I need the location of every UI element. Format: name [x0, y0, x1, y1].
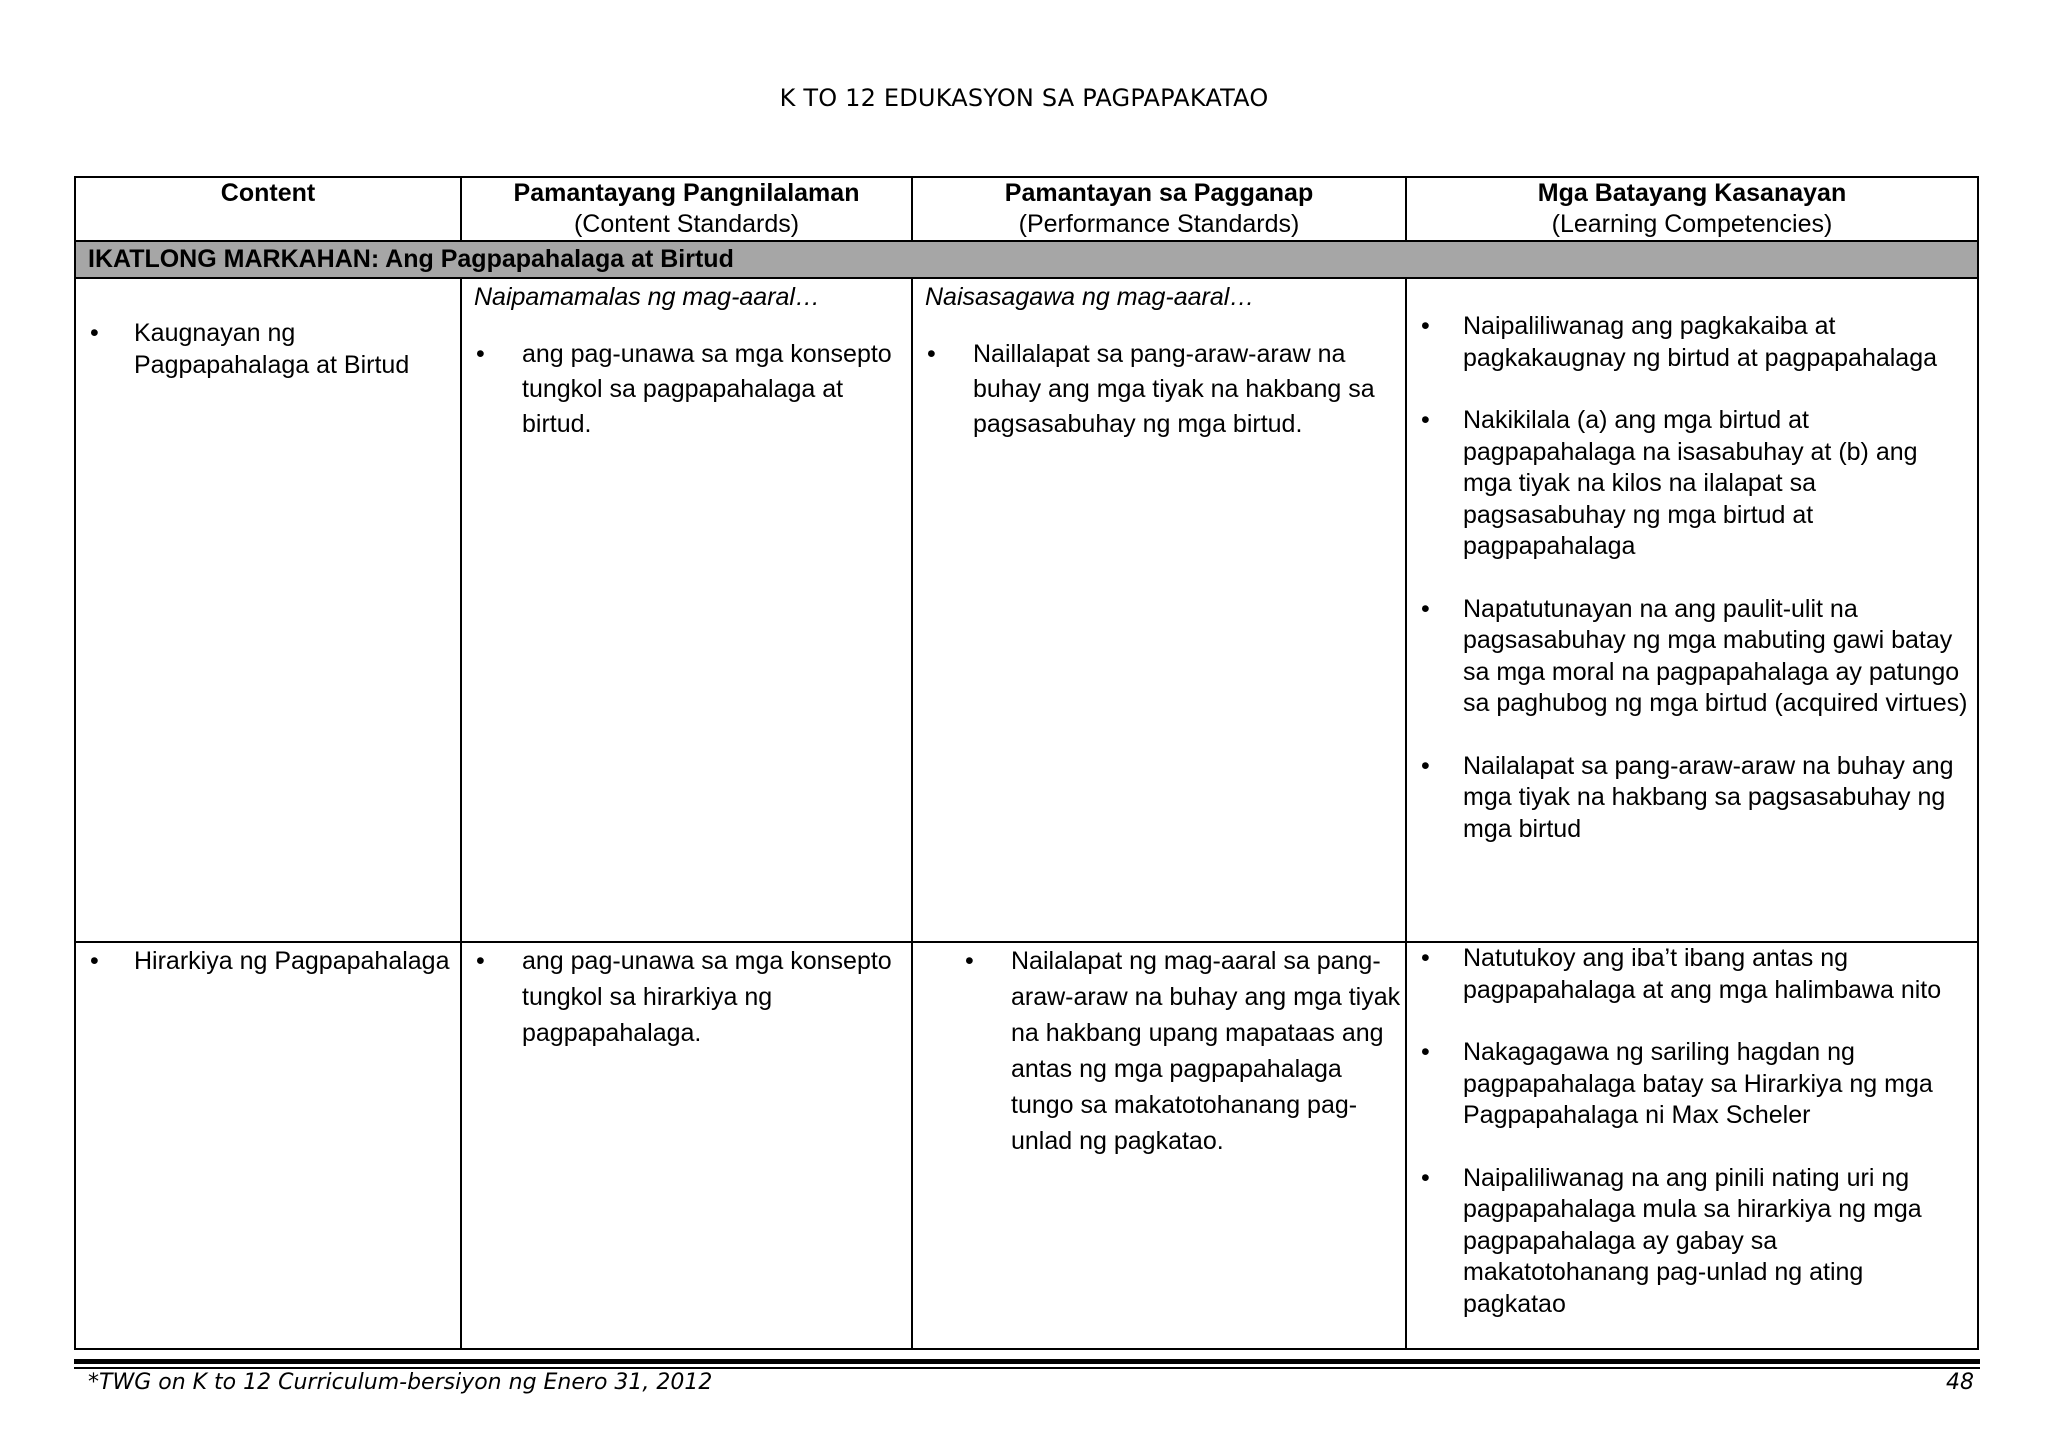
- header-row: [75, 177, 1978, 241]
- footer-rule-thin: [74, 1367, 1980, 1369]
- header-learning-competencies-label: Mga Batayang Kasanayan: [1537, 179, 1847, 207]
- header-content-standards-sub: (Content Standards): [573, 210, 800, 238]
- content-text: Kaugnayan ng Pagpapahalaga at Birtud: [134, 319, 410, 379]
- content-text: Hirarkiya ng Pagpapahalaga: [134, 947, 450, 975]
- performance-standard-cell: [912, 278, 1406, 942]
- performance-standard-text: Naillalapat sa pang-araw-araw na buhay ang mga tiyak na hakbang sa pagsasabuhay ng mga birtud.: [973, 340, 1375, 438]
- content-standard-text: ang pag-unawa sa mga konsepto tungkol sa hirarkiya ng pagpapahalaga.: [522, 947, 892, 1047]
- bullet-icon: •: [90, 319, 99, 347]
- footer-note: *TWG on K to 12 Curriculum-bersiyon ng Enero 31, 2012: [88, 1370, 713, 1395]
- bullet-icon: •: [1421, 594, 1430, 623]
- bullet-icon: •: [927, 340, 936, 368]
- page-number: 48: [1946, 1370, 1974, 1395]
- header-content-standards: [461, 177, 912, 241]
- list-item: [1407, 751, 1977, 846]
- header-performance-standards-label: Pamantayan sa Pagganap: [1004, 179, 1314, 207]
- competencies-cell: [1406, 278, 1978, 942]
- header-learning-competencies: [1406, 177, 1978, 241]
- list-item: [913, 943, 1405, 1159]
- list-item: [76, 943, 460, 979]
- bullet-icon: •: [1421, 1038, 1430, 1066]
- content-cell: [75, 278, 461, 942]
- list-item: [913, 337, 1405, 442]
- list-item: [462, 943, 911, 1051]
- footer-rule-thick: [74, 1359, 1980, 1364]
- curriculum-table: [74, 176, 1979, 1350]
- bullet-icon: •: [1421, 751, 1430, 780]
- competency-text: Nakagagawa ng sariling hagdan ng pagpapahalaga batay sa Hirarkiya ng mga Pagpapahalaga ni Max Scheler: [1463, 1038, 1933, 1129]
- performance-standard-text: Nailalapat ng mag-aaral sa pang-araw-araw na buhay ang mga tiyak na hakbang upang mapataas ang antas ng mga pagpapahalaga tungo sa makatotohanang pag-unlad ng pagkatao.: [1011, 947, 1401, 1155]
- competencies-cell: [1406, 942, 1978, 1349]
- quarter-label: IKATLONG MARKAHAN: Ang Pagpapahalaga at Birtud: [75, 241, 1978, 278]
- header-performance-standards-sub: (Performance Standards): [1018, 210, 1300, 238]
- competency-text: Napatutunayan na ang paulit-ulit na pagsasabuhay ng mga mabuting gawi batay sa mga moral na pagpapahalaga ay patungo sa paghubog ng mga birtud (acquired virtues): [1463, 594, 1968, 717]
- bullet-icon: •: [965, 947, 974, 975]
- list-item: [76, 317, 460, 381]
- list-item: [462, 337, 911, 442]
- bullet-icon: •: [476, 947, 485, 975]
- list-item: [1407, 405, 1977, 563]
- content-standard-intro: Naipamamalas ng mag-aaral…: [474, 283, 820, 311]
- bullet-icon: •: [90, 947, 99, 975]
- bullet-icon: •: [1421, 1163, 1430, 1192]
- bullet-icon: •: [1421, 312, 1430, 340]
- bullet-icon: •: [476, 340, 485, 368]
- list-item: [1407, 594, 1977, 720]
- list-item: [1407, 311, 1977, 374]
- competency-text: Nailalapat sa pang-araw-araw na buhay ang mga tiyak na hakbang sa pagsasabuhay ng mga birtud: [1463, 751, 1954, 843]
- content-standard-text: ang pag-unawa sa mga konsepto tungkol sa pagpapahalaga at birtud.: [522, 340, 892, 438]
- competency-text: Naipaliliwanag na ang pinili nating uri ng pagpapahalaga mula sa hirarkiya ng mga pagpapahalaga ay gabay sa makatotohanang pag-unlad ng ating pagkatao: [1463, 1163, 1922, 1318]
- list-item: [1407, 1163, 1977, 1321]
- page-title: K TO 12 EDUKASYON SA PAGPAPAKATAO: [779, 84, 1269, 112]
- header-content: [75, 177, 461, 241]
- table-row: [75, 942, 1978, 1349]
- bullet-icon: •: [1421, 944, 1430, 972]
- header-content-standards-label: Pamantayang Pangnilalaman: [513, 179, 860, 207]
- header-learning-competencies-sub: (Learning Competencies): [1551, 210, 1833, 238]
- header-performance-standards: [912, 177, 1406, 241]
- quarter-row: [75, 241, 1978, 278]
- list-item: [1407, 943, 1977, 1006]
- content-standard-cell: [461, 278, 912, 942]
- content-standard-cell: [461, 942, 912, 1349]
- content-cell: [75, 942, 461, 1349]
- competency-text: Nakikilala (a) ang mga birtud at pagpapahalaga na isasabuhay at (b) ang mga tiyak na kilos na ilalapat sa pagsasabuhay ng mga birtud at pagpapahalaga: [1463, 406, 1918, 560]
- list-item: [1407, 1037, 1977, 1132]
- bullet-icon: •: [1421, 406, 1430, 434]
- competency-text: Natutukoy ang iba’t ibang antas ng pagpapahalaga at ang mga halimbawa nito: [1463, 944, 1942, 1004]
- competency-text: Naipaliliwanag ang pagkakaiba at pagkakaugnay ng birtud at pagpapahalaga: [1463, 312, 1938, 372]
- performance-standard-intro: Naisasagawa ng mag-aaral…: [925, 283, 1255, 311]
- header-content-label: Content: [220, 179, 316, 207]
- table-row: [75, 278, 1978, 942]
- performance-standard-cell: [912, 942, 1406, 1349]
